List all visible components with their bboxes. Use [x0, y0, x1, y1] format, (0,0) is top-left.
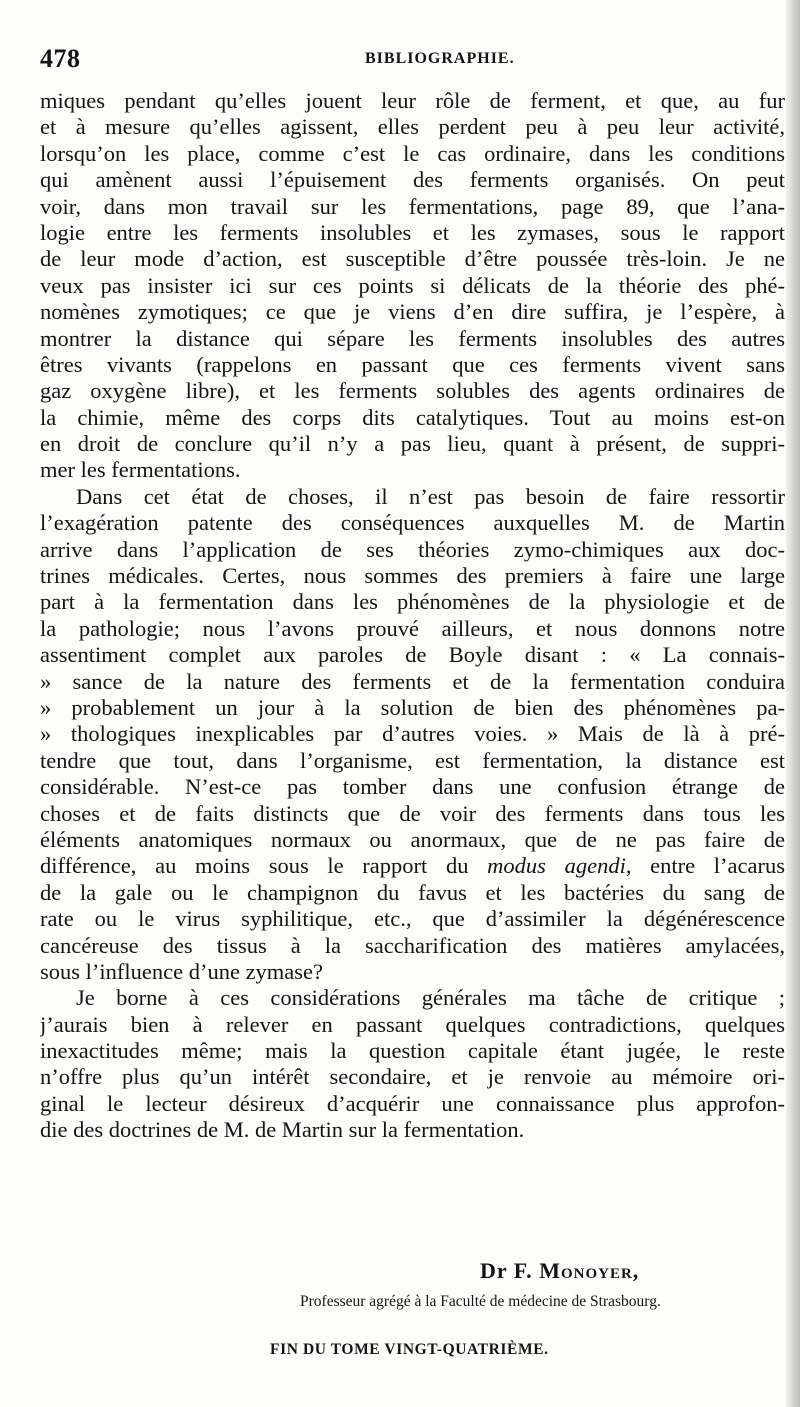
text-line: la chimie, même des corps dits catalytiques. Tout au moins est-on: [40, 404, 785, 430]
running-head: BIBLIOGRAPHIE.: [365, 50, 515, 67]
paragraph-2: [40, 484, 785, 985]
text-line: arrive dans l’application de ses théories zymo-chimiques aux doc-: [40, 536, 785, 562]
paragraph-1: [40, 88, 785, 484]
text-line: qui amènent aussi l’épuisement des ferments organisés. On peut: [40, 167, 785, 193]
text-line: tendre que tout, dans l’organisme, est fermentation, la distance est: [40, 747, 785, 773]
page-number: 478: [40, 44, 81, 73]
text-line: en droit de conclure qu’il n’y a pas lieu, quant à présent, de suppri-: [40, 431, 785, 457]
signature: [480, 1258, 639, 1284]
text-line: cancéreuse des tissus à la saccharification des matières amylacées,: [40, 932, 785, 958]
text-line: éléments anatomiques normaux ou anormaux, que de ne pas faire de: [40, 826, 785, 852]
paragraph-3: [40, 985, 785, 1143]
text-line: la pathologie; nous l’avons prouvé ailleurs, et nous donnons notre: [40, 615, 785, 641]
text-line: Je borne à ces considérations générales ma tâche de critique ;: [76, 985, 785, 1011]
text-line: trines médicales. Certes, nous sommes des premiers à faire une large: [40, 563, 785, 589]
text-line-with-italic: [40, 853, 785, 879]
quote-line: » sance de la nature des ferments et de la fermentation conduira: [40, 668, 785, 694]
text-line: et à mesure qu’elles agissent, elles perdent peu à peu leur activité,: [40, 114, 785, 140]
quote-line: » thologiques inexplicables par d’autres voies. » Mais de là à pré-: [40, 721, 785, 747]
text-line: de la gale ou le champignon du favus et les bactéries du sang de: [40, 879, 785, 905]
body-text: [40, 88, 785, 1144]
text-fragment: différence, au moins sous le rapport du: [40, 853, 469, 879]
text-line: Dans cet état de choses, il n’est pas besoin de faire ressortir: [76, 483, 785, 509]
text-line: êtres vivants (rappelons en passant que ces ferments vivent sans: [40, 351, 785, 377]
text-line: considérable. N’est-ce pas tomber dans une confusion étrange de: [40, 774, 785, 800]
text-line: logie entre les ferments insolubles et les zymases, sous le rapport: [40, 219, 785, 245]
text-line: n’offre plus qu’un intérêt secondaire, et je renvoie au mémoire ori-: [40, 1064, 785, 1090]
text-line: mer les fermentations.: [40, 457, 241, 483]
text-line: rate ou le virus syphilitique, etc., que d’assimiler la dégénérescence: [40, 906, 785, 932]
text-line: miques pendant qu’elles jouent leur rôle de ferment, et que, au fur: [40, 88, 785, 113]
text-line: voir, dans mon travail sur les fermentations, page 89, que l’ana-: [40, 193, 785, 219]
signature-prefix: Dr F.: [480, 1258, 533, 1283]
text-line: assentiment complet aux paroles de Boyle disant : « La connais-: [40, 642, 785, 668]
page-header: [40, 44, 780, 74]
text-line: veux pas insister ici sur ces points si délicats de la théorie des phé-: [40, 272, 785, 298]
text-line: j’aurais bien à relever en passant quelques contradictions, quelques: [40, 1011, 785, 1037]
end-of-volume-note: FIN DU TOME VINGT-QUATRIÈME.: [270, 1341, 549, 1358]
text-line: de leur mode d’action, est susceptible d’être poussée très-loin. Je ne: [40, 246, 785, 272]
text-line: nomènes zymotiques; ce que je viens d’en dire suffira, je l’espère, à: [40, 299, 785, 325]
text-line: gaz oxygène libre), et les ferments solubles des agents ordinaires de: [40, 378, 785, 404]
text-line: part à la fermentation dans les phénomènes de la physiologie et de: [40, 589, 785, 615]
text-line: l’exagération patente des conséquences auxquelles M. de Martin: [40, 510, 785, 536]
text-line: montrer la distance qui sépare les ferments insolubles des autres: [40, 325, 785, 351]
text-line: ginal le lecteur désireux d’acquérir une connaissance plus approfon-: [40, 1090, 785, 1116]
text-line: sous l’influence d’une zymase?: [40, 958, 324, 984]
page-edge-shadow: [786, 0, 800, 1407]
text-line: lorsqu’on les place, comme c’est le cas ordinaire, dans les conditions: [40, 140, 785, 166]
text-fragment: , entre l’acarus: [625, 853, 785, 879]
italic-term: modus agendi: [487, 853, 626, 879]
text-line: die des doctrines de M. de Martin sur la fermentation.: [40, 1117, 525, 1143]
text-line: choses et de faits distincts que de voir des ferments dans tous les: [40, 800, 785, 826]
author-affiliation: Professeur agrégé à la Faculté de médecine de Strasbourg.: [300, 1293, 661, 1310]
text-line: inexactitudes même; mais la question capitale étant jugée, le reste: [40, 1038, 785, 1064]
quote-line: » probablement un jour à la solution de bien des phénomènes pa-: [40, 694, 785, 720]
signature-name: Monoyer,: [539, 1258, 640, 1283]
